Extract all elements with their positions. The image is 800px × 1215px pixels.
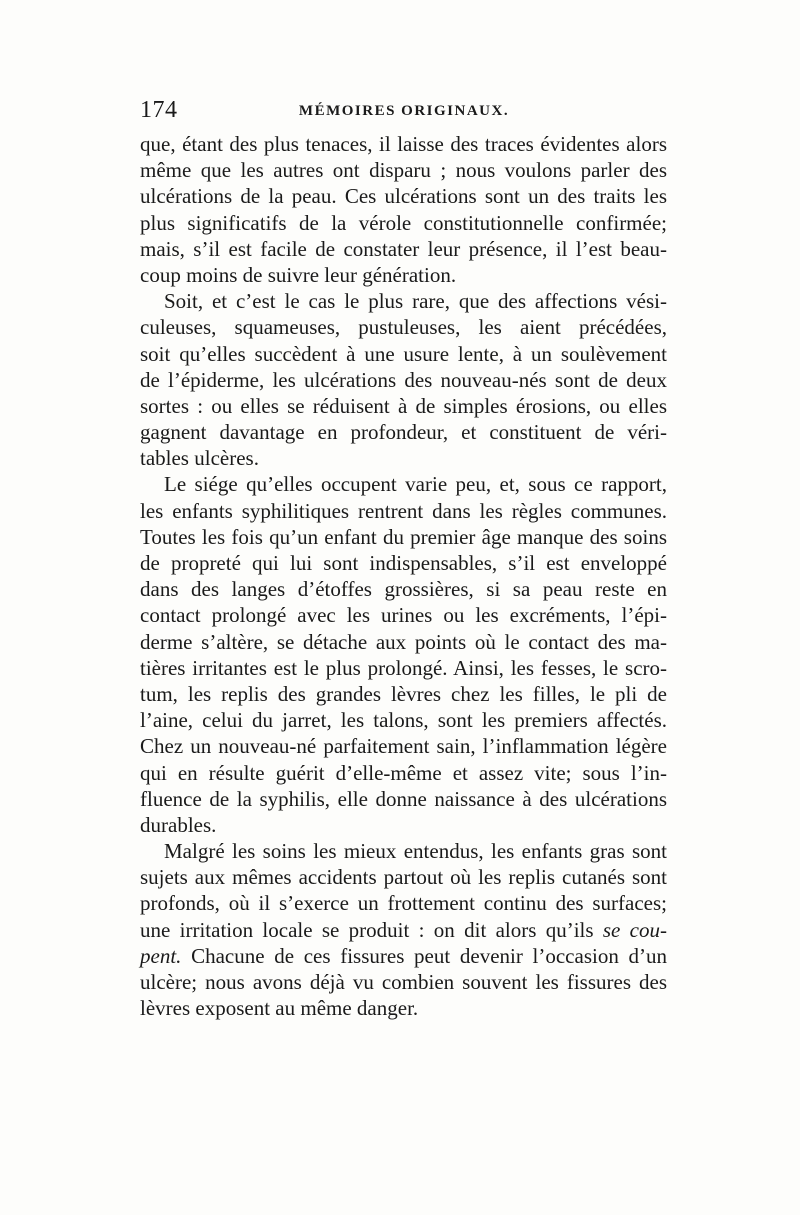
text-line	[140, 917, 667, 943]
text-line: lèvres exposent au même danger.	[140, 996, 419, 1021]
text-line: Soit, et c’est le cas le plus rare, que des affections vési-	[164, 289, 667, 314]
text-line	[140, 943, 667, 969]
running-head	[140, 97, 668, 127]
text-line: ulcère; nous avons déjà vu combien souvent les fissures des	[140, 970, 667, 994]
text-line: sujets aux mêmes accidents partout où les replis cutanés sont	[140, 865, 667, 890]
text-line-segment: une irritation locale se produit : on dit alors qu’ils	[140, 917, 603, 942]
text-line: les enfants syphilitiques rentrent dans les règles communes.	[140, 498, 667, 523]
text-line: Malgré les soins les mieux entendus, les enfants gras sont	[164, 839, 667, 864]
text-line: de propreté qui lui sont indispensables, s’il est enveloppé	[140, 551, 667, 575]
text-line: dans des langes d’étoffes grossières, si sa peau reste en	[140, 577, 667, 602]
text-line: tables ulcères.	[140, 446, 259, 471]
text-line: sortes : ou elles se réduisent à de simples érosions, ou elles	[140, 393, 667, 418]
text-line: qui en résulte guérit d’elle-même et assez vite; sous l’in-	[140, 760, 667, 785]
text-line: que, étant des plus tenaces, il laisse des traces évidentes alors	[140, 132, 667, 156]
text-line: soit qu’elles succèdent à une usure lente, à un soulèvement	[140, 341, 667, 366]
text-line: ulcérations de la peau. Ces ulcérations sont un des traits les	[140, 184, 667, 209]
text-line: fluence de la syphilis, elle donne naissance à des ulcérations	[140, 786, 667, 811]
text-line: Toutes les fois qu’un enfant du premier âge manque des soins	[140, 524, 667, 549]
text-line: gagnent davantage en profondeur, et constituent de véri-	[140, 420, 667, 445]
text-line: Le siége qu’elles occupent varie peu, et, sous ce rapport,	[164, 472, 667, 497]
italic-segment: pent.	[140, 943, 182, 968]
text-line: tières irritantes est le plus prolongé. Ainsi, les fesses, le scro-	[140, 655, 667, 680]
text-line: durables.	[140, 812, 217, 837]
italic-segment: se cou-	[602, 917, 667, 942]
running-title: MÉMOIRES ORIGINAUX.	[298, 103, 510, 119]
text-line: culeuses, squameuses, pustuleuses, les aient précédées,	[140, 315, 667, 340]
text-line: plus significatifs de la vérole constitutionnelle confirmée;	[140, 210, 667, 235]
text-line: l’aine, celui du jarret, les talons, sont les premiers affectés.	[140, 708, 667, 733]
text-line: derme s’altère, se détache aux points où le contact des ma-	[140, 629, 667, 654]
text-line: tum, les replis des grandes lèvres chez les filles, le pli de	[140, 681, 667, 706]
body-text	[140, 131, 667, 1021]
text-line: même que les autres ont disparu ; nous voulons parler des	[140, 158, 667, 183]
page-number: 174	[140, 97, 178, 123]
text-line: Chez un nouveau-né parfaitement sain, l’inflammation légère	[140, 734, 667, 759]
text-line-segment: Chacune de ces fissures peut devenir l’occasion d’un	[181, 943, 667, 968]
text-line: profonds, où il s’exerce un frottement continu des surfaces;	[140, 891, 667, 916]
text-line: de l’épiderme, les ulcérations des nouveau-nés sont de deux	[140, 367, 667, 392]
text-line: mais, s’il est facile de constater leur présence, il l’est beau-	[140, 236, 667, 261]
text-line: coup moins de suivre leur génération.	[140, 262, 457, 287]
text-line: contact prolongé avec les urines ou les excréments, l’épi-	[140, 603, 667, 628]
